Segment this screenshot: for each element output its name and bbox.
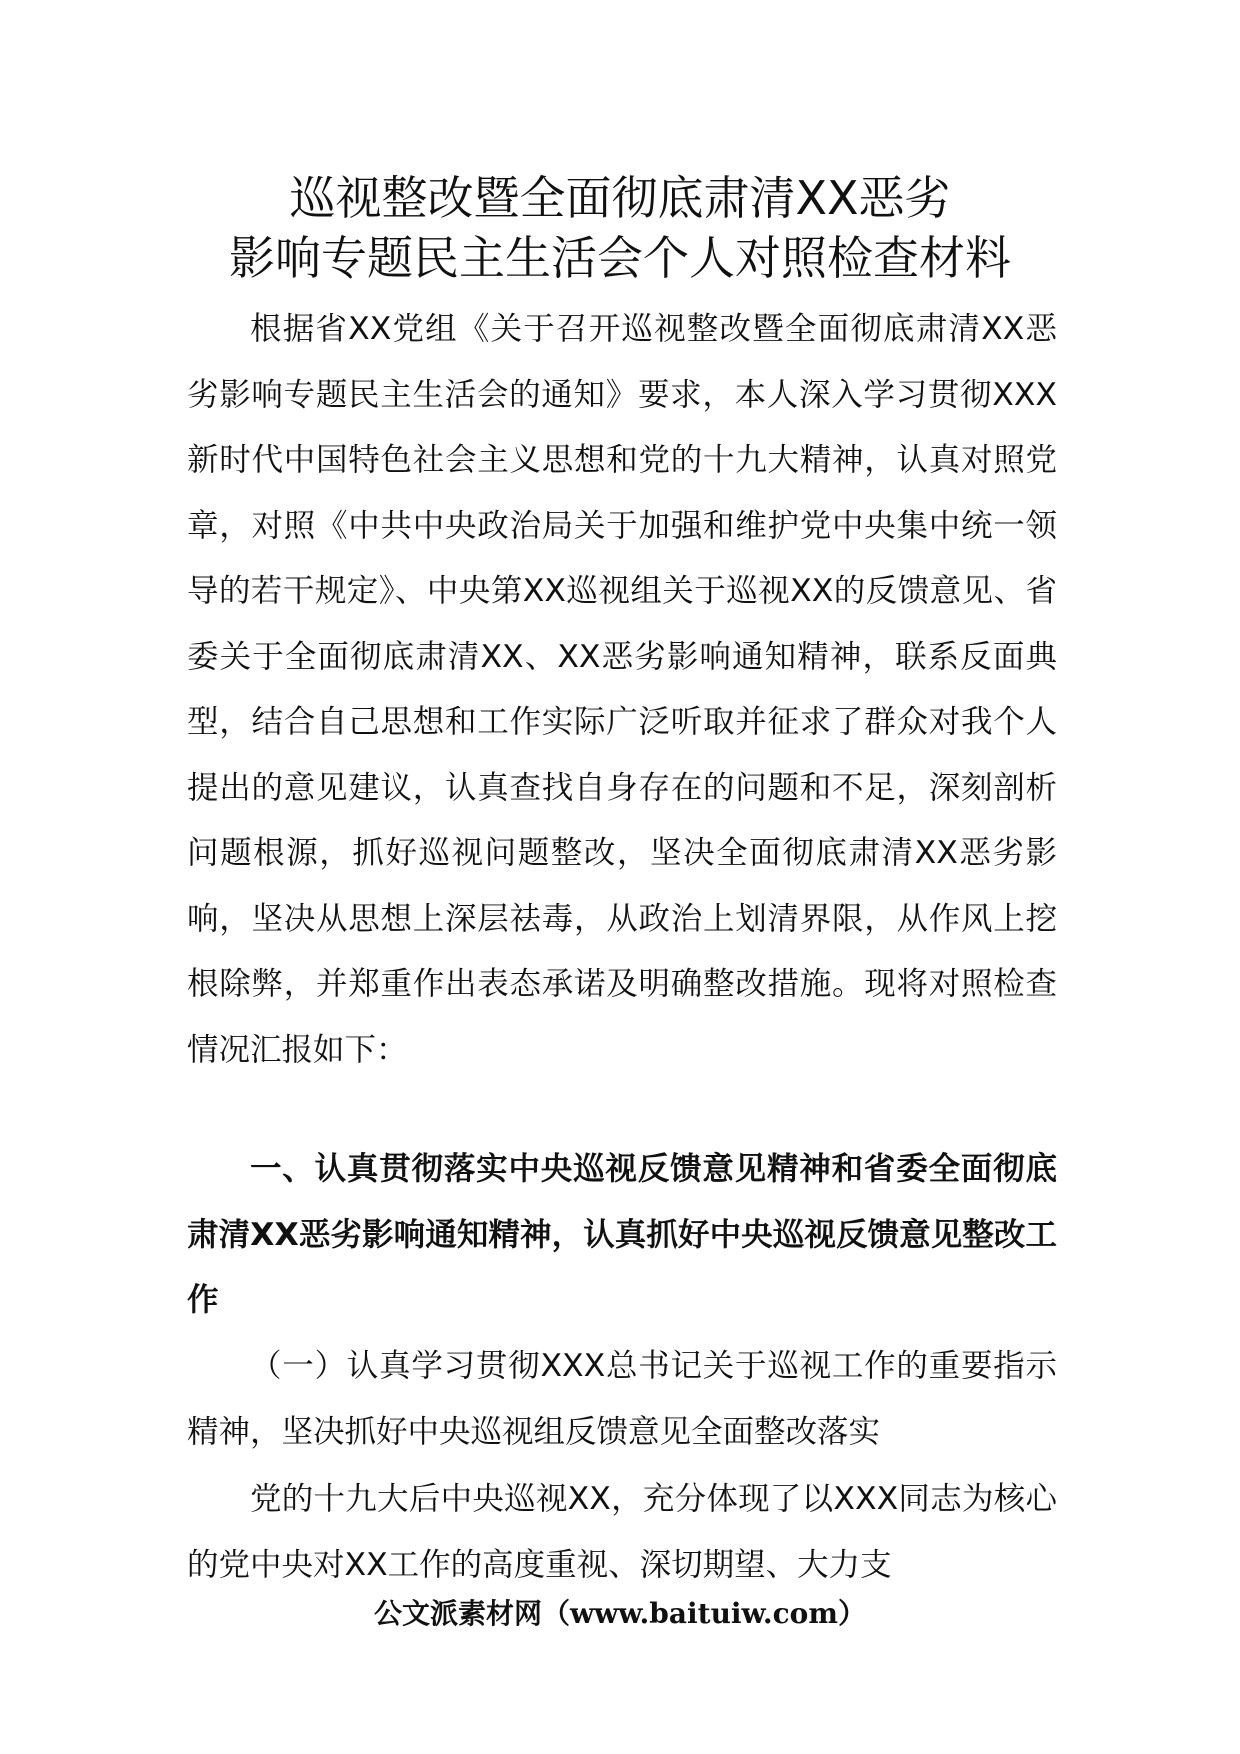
- footer-source: 公文派素材网（www.baituiw.com）: [374, 1597, 866, 1630]
- subsection-heading-block: [187, 1334, 1057, 1465]
- section-heading-1: 一、认真贯彻落实中央巡视反馈意见精神和省委全面彻底肃清XX恶劣影响通知精神，认真抓好中央巡视反馈意见整改工作: [187, 1151, 1057, 1318]
- body-paragraph-block: [187, 1467, 1057, 1598]
- body-paragraph-2: 党的十九大后中央巡视XX，充分体现了以XXX同志为核心的党中央对XX工作的高度重视、深切期望、大力支: [187, 1481, 1057, 1583]
- subsection-heading-1: （一）认真学习贯彻XXX总书记关于巡视工作的重要指示精神，坚决抓好中央巡视组反馈意见全面整改落实: [187, 1348, 1057, 1450]
- intro-paragraph: 根据省XX党组《关于召开巡视整改暨全面彻底肃清XX恶劣影响专题民主生活会的通知》要求，本人深入学习贯彻XXX新时代中国特色社会主义思想和党的十九大精神，认真对照党章，对照《中共中央政治局关于加强和维护党中央集中统一领导的若干规定》、中央第XX巡视组关于巡视XX的反馈意见、省委关于全面彻底肃清XX、XX恶劣影响通知精神，联系反面典型，结合自己思想和工作实际广泛听取并征求了群众对我个人提出的意见建议，认真查找自身存在的问题和不足，深刻剖析问题根源，抓好巡视问题整改，坚决全面彻底肃清XX恶劣影响，坚决从思想上深层祛毒，从政治上划清界限，从作风上挖根除弊，并郑重作出表态承诺及明确整改措施。现将对照检查情况汇报如下：: [187, 311, 1057, 1068]
- document-title-line-2: 影响专题民主生活会个人对照检查材料: [229, 231, 1011, 285]
- section-heading-block: [187, 1137, 1057, 1334]
- document-title-line-1: 巡视整改暨全面彻底肃清XX恶劣: [289, 171, 951, 225]
- intro-paragraph-block: [187, 297, 1057, 1083]
